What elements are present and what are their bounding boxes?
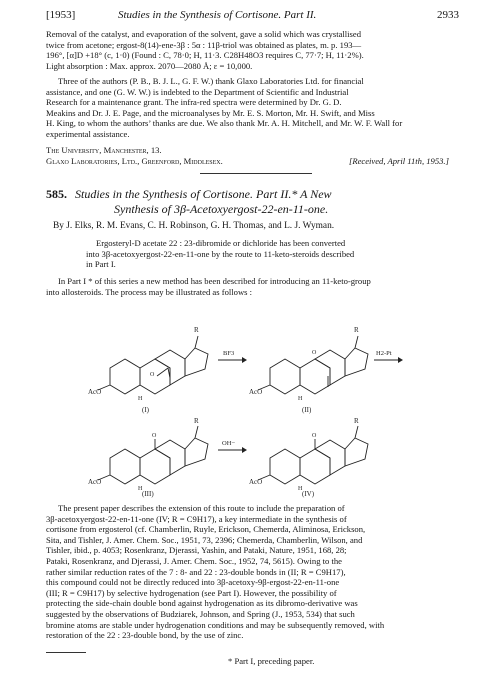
arrow-1-head	[242, 357, 247, 363]
label-r: R	[194, 326, 199, 334]
text-line: Tishler, ibid., p. 4053; Rosenkranz, Djerassi, Yashin, and Pataki, Nature, 1951, 168, 28;	[46, 545, 347, 556]
article-body	[46, 503, 464, 641]
text-line: suggested by the observations of Budziarek, Johnson, and Spring (J., 1953, 534) that such	[46, 608, 355, 619]
article-title-line-1	[46, 187, 332, 202]
text-line: Meakins and Dr. J. E. Page, and the microanalyses by Mr. E. S. Morton, Mr. H. Swift, and Miss	[46, 107, 375, 118]
text-line: experimental assistance.	[46, 128, 130, 139]
label-o: O	[152, 433, 157, 439]
label-aco: AcO	[249, 478, 263, 486]
text-line: in Part I.	[86, 259, 116, 270]
reagent-bf3: BF3	[223, 350, 235, 357]
text-line: bromine atoms are stable under hydrogenation conditions and may be subsequently removed, with	[46, 619, 385, 630]
header-page-number: 2933	[437, 9, 459, 21]
label-r: R	[194, 417, 199, 425]
text-line: H. King, to whom the authors’ thanks are due. We also thank Mr. A. H. Mitchell, and Mr. W. F. Wall for	[46, 118, 403, 129]
affiliation-manchester: The University, Manchester, 13.	[46, 145, 162, 155]
text-line: protecting the side-chain double bond against hydrogenation as its dibromo-derivative was	[46, 598, 358, 609]
label-compound-iv: (IV)	[302, 490, 315, 498]
previous-experimental	[46, 29, 464, 71]
text-line: Research for a maintenance grant. The infra-red spectra were determined by Dr. G. D.	[46, 97, 342, 108]
text-line: into allosteroids. The process may be illustrated as follows :	[46, 286, 253, 297]
label-compound-ii: (II)	[302, 406, 312, 414]
label-o: O	[312, 433, 317, 439]
text-line: Pataki, Rosenkranz, and Djerassi, J. Amer. Chem. Soc., 1952, 74, 5615). Owing to the	[46, 555, 342, 566]
text-line: Light absorption : Max. approx. 2070—2080 Å; ε = 10,000.	[46, 60, 253, 71]
text-line: (III; R = C9H17) by selective hydrogenation (see Part I). However, the possibility of	[46, 587, 337, 598]
text-line: 196°, [α]D +18° (c, 1·0) (Found : C, 78·0; H, 11·3. C28H48O3 requires C, 77·7; H, 11·2%).	[46, 50, 364, 61]
reagent-oh: OH−	[222, 440, 236, 447]
text-line: twice from acetone; ergost-8(14)-ene-3β : 5α : 11β-triol was obtained as plates, m. p. 193—	[46, 39, 362, 50]
reaction-scheme	[90, 298, 410, 498]
text-line: 3β-acetoxyergost-22-en-11-one (IV; R = C9H17), a key intermediate in the synthesis of	[46, 513, 347, 524]
label-aco: AcO	[249, 388, 263, 396]
header-running-title: Studies in the Synthesis of Cortisone. Part II.	[118, 9, 317, 21]
received-date: [Received, April 11th, 1953.]	[349, 156, 449, 166]
label-r: R	[354, 417, 359, 425]
article-number: 585.	[46, 187, 67, 201]
text-line: cortisone from ergosterol (cf. Chamberlin, Ruyle, Erickson, Chemerda, Aliminosa, Erickson,	[46, 524, 366, 535]
article-abstract	[86, 238, 416, 270]
reagent-h2-pt: H2-Pt	[376, 350, 392, 357]
label-o: O	[312, 350, 317, 356]
structure-ii	[258, 336, 368, 394]
label-aco: AcO	[88, 388, 102, 396]
article-separator	[200, 173, 312, 174]
arrow-3-head	[242, 447, 247, 453]
header-year: [1953]	[46, 9, 76, 21]
footnote-rule	[46, 652, 86, 653]
text-line: rather similar reduction rates of the 7 : 8- and 22 : 23-double bonds in (II; R = C9H17),	[46, 566, 346, 577]
text-line: into 3β-acetoxyergost-22-en-11-one by the route to 11-keto-steroids described	[86, 248, 355, 259]
text-line: The present paper describes the extension of this route to include the preparation of	[58, 503, 345, 513]
text-line: In Part I * of this series a new method has been described for introducing an 11-keto-group	[58, 276, 371, 286]
text-line: this compound could not be directly reduced into 3β-acetoxy-9β-ergost-22-en-11-one	[46, 577, 340, 588]
label-aco: AcO	[88, 478, 102, 486]
text-line: Removal of the catalyst, and evaporation of the solvent, gave a solid which was crystallised	[46, 29, 362, 39]
previous-acknowledgement	[46, 76, 464, 140]
affiliation-glaxo: Glaxo Laboratories, Ltd., Greenford, Middlesex.	[46, 156, 223, 166]
label-r: R	[354, 326, 359, 334]
text-line: assistance, and one (G. W. W.) is indebted to the Department of Scientific and Industrial	[46, 86, 349, 97]
article-title-text-1: Studies in the Synthesis of Cortisone. Part II.* A New	[75, 187, 332, 201]
structure-i	[98, 336, 208, 394]
label-o: O	[150, 372, 155, 378]
label-compound-iii: (III)	[142, 490, 154, 498]
article-title-line-2: Synthesis of 3β-Acetoxyergost-22-en-11-one.	[114, 202, 329, 216]
footnote: * Part I, preceding paper.	[228, 656, 315, 666]
label-h: H	[298, 396, 303, 402]
arrow-2-head	[398, 357, 403, 363]
label-h: H	[138, 396, 143, 402]
article-intro	[46, 276, 464, 297]
label-h: H	[298, 486, 303, 492]
article-authors: By J. Elks, R. M. Evans, C. H. Robinson, G. H. Thomas, and L. J. Wyman.	[53, 221, 335, 231]
label-h: H	[138, 486, 143, 492]
text-line: Sita, and Tishler, J. Amer. Chem. Soc., 1951, 73, 2396; Chemerda, Chamberlin, Wilson, and	[46, 534, 363, 545]
text-line: Three of the authors (P. B., B. J. L., G. F. W.) thank Glaxo Laboratories Ltd. for financial	[58, 76, 364, 86]
text-line: Ergosteryl-D acetate 22 : 23-dibromide or dichloride has been converted	[96, 238, 346, 248]
text-line: restoration of the 22 : 23-double bond, by the use of zinc.	[46, 630, 244, 641]
label-compound-i: (I)	[142, 406, 149, 414]
